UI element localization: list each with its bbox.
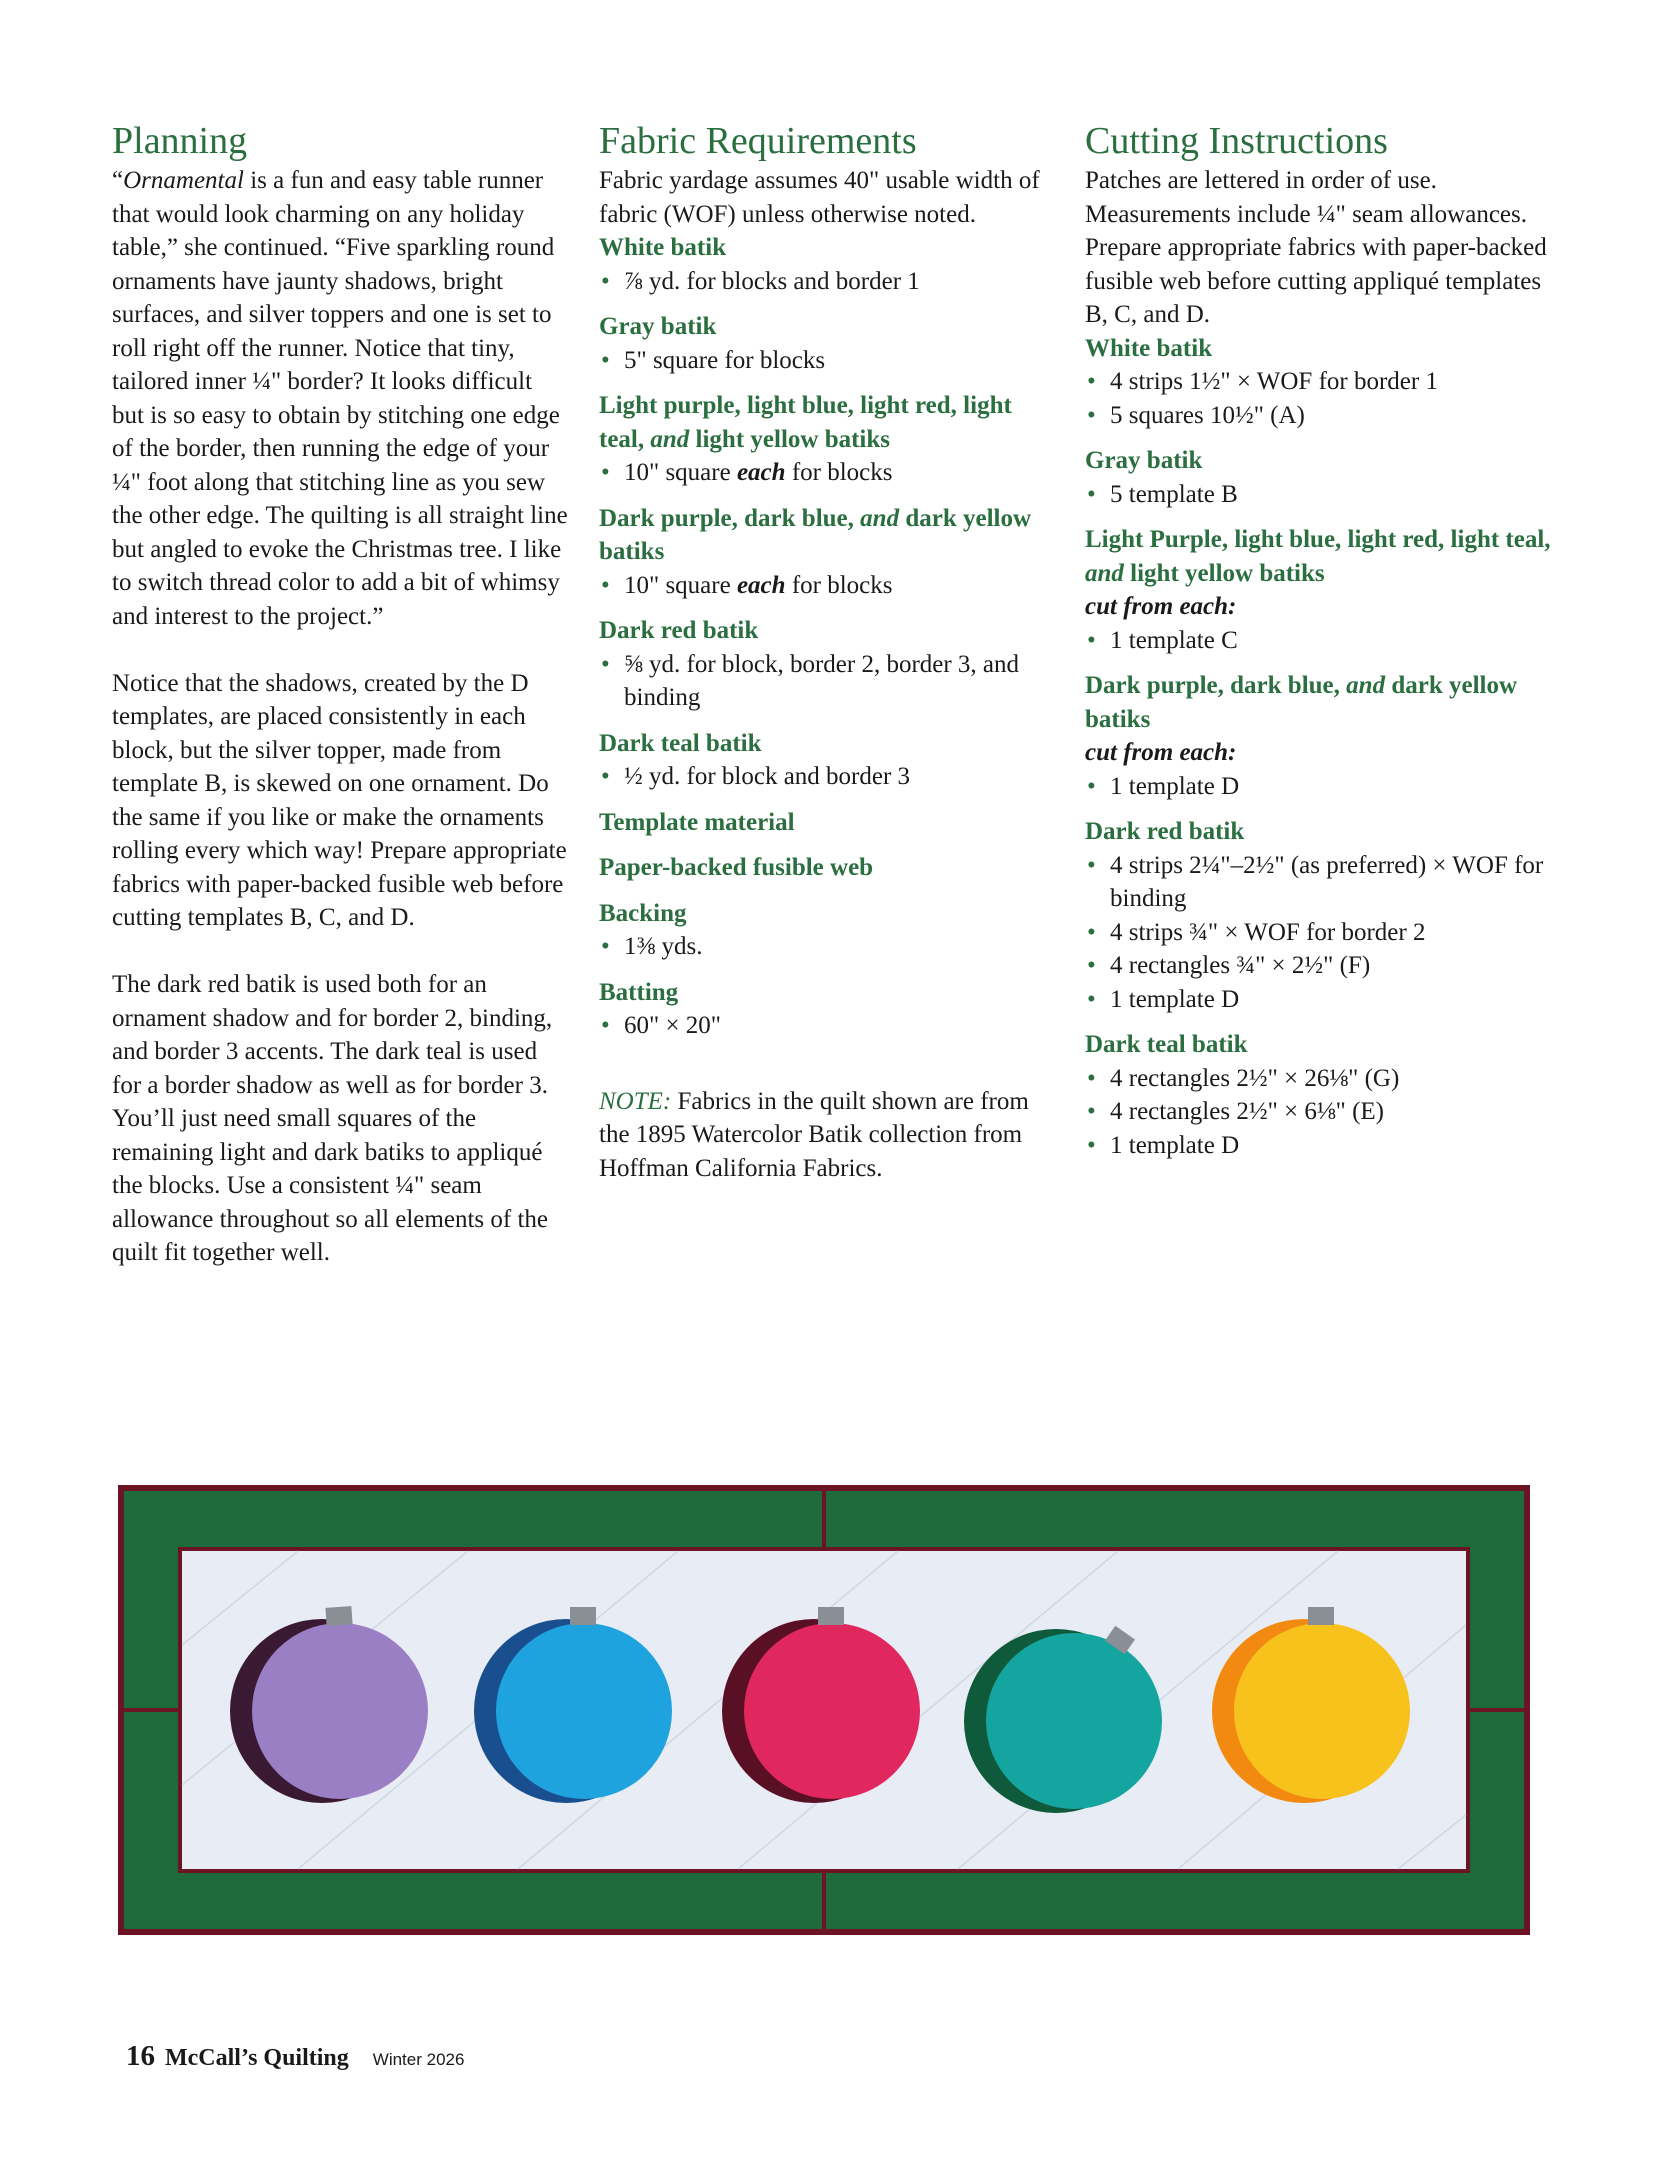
fabric-white-title: White batik [599, 234, 727, 261]
list-item: • 1 template D [1085, 1129, 1565, 1163]
planning-paragraph-3: The dark red batik is used both for an ornament shadow and for border 2, binding, and border 3 accents. The dark teal is used for a border shadow as well as for border 3. You’ll just need small squares of the remaining light and dark batiks to appliqué the blocks. Use a consistent ¼" seam allowance throughout so all elements of the quilt fit together well. [112, 971, 553, 1266]
fabric-light-title: Light purple, light blue, light red, light teal, and light yellow batiks [599, 392, 1012, 453]
fabric-gray-title: Gray batik [599, 313, 717, 340]
list-item: • 4 strips ¾" × WOF for border 2 [1085, 916, 1565, 950]
cutting-instructions-heading: Cutting Instructions [1085, 120, 1388, 162]
list-item: • 4 rectangles 2½" × 6⅛" (E) [1085, 1095, 1565, 1129]
fabric-batting-title: Batting [599, 978, 679, 1006]
ornament-topper [818, 1607, 844, 1625]
list-item: • 5 template B [1085, 478, 1565, 512]
page-number: 16 [126, 2040, 155, 2072]
list-item: • 10" square each for blocks [599, 456, 1059, 490]
list-item: • ⅞ yd. for blocks and border 1 [599, 265, 1059, 299]
cutting-light-title: Light Purple, light blue, light red, light teal, and light yellow batiks [1085, 526, 1551, 587]
planning-paragraph-1: “Ornamental is a fun and easy table runner that would look charming on any holiday table,” she continued. “Five sparkling round ornaments have jaunty shadows, bright surfaces, and silver toppers and one is set to roll right off the runner. Notice that tiny, tailored inner ¼" border? It looks difficult but is so easy to obtain by stitching one edge of the border, then running the edge of your ¼" foot along that stitching line as you sew the other edge. The quilting is all straight line but angled to evoke the Christmas tree. I like to switch thread color to add a bit of whimsy and interest to the project.” [112, 167, 568, 630]
planning-column [112, 118, 570, 1270]
fabric-backing-title: Backing [599, 899, 687, 927]
list-item: • 1 template D [1085, 983, 1565, 1017]
list-item: • 10" square each for blocks [599, 569, 1059, 603]
fabric-darkred-title: Dark red batik [599, 617, 759, 644]
fabric-dark-title: Dark purple, dark blue, and dark yellow batiks [599, 504, 1032, 565]
list-item: • 5 squares 10½" (A) [1085, 399, 1565, 433]
fabric-intro: Fabric yardage assumes 40" usable width of fabric (WOF) unless otherwise noted. [599, 167, 1040, 228]
fabric-fusible-title: Paper-backed fusible web [599, 854, 874, 881]
ornament-red [744, 1623, 920, 1799]
list-item: • 4 strips 2¼"–2½" (as preferred) × WOF for binding [1085, 849, 1565, 916]
ornament-topper [570, 1607, 596, 1625]
fabric-note: NOTE: Fabrics in the quilt shown are from the 1895 Watercolor Batik collection from Hoffman California Fabrics. [599, 1087, 1029, 1182]
ornament-purple [252, 1623, 428, 1799]
ornament-teal [986, 1633, 1162, 1809]
ornament-blue [496, 1623, 672, 1799]
quilt-photo [118, 1485, 1530, 1935]
list-item: • 1⅜ yds. [599, 930, 1059, 964]
fabric-requirements-column [599, 118, 1059, 1185]
issue-date: Winter 2026 [372, 2050, 465, 2069]
ornament-yellow [1234, 1623, 1410, 1799]
cutting-darkteal-title: Dark teal batik [1085, 1031, 1248, 1058]
cutting-light-sub: cut from each: [1085, 593, 1237, 620]
page-footer [126, 2040, 464, 2073]
cutting-gray-title: Gray batik [1085, 447, 1203, 474]
list-item: • 60" × 20" [599, 1009, 1059, 1043]
planning-heading: Planning [112, 120, 248, 162]
fabric-requirements-heading: Fabric Requirements [599, 120, 917, 162]
magazine-name: McCall’s Quilting [165, 2045, 349, 2071]
ornament-topper [325, 1606, 352, 1626]
list-item: • 5" square for blocks [599, 344, 1059, 378]
list-item: • 4 strips 1½" × WOF for border 1 [1085, 365, 1565, 399]
cutting-darkred-title: Dark red batik [1085, 818, 1245, 845]
cutting-instructions-column [1085, 118, 1565, 1162]
fabric-darkteal-title: Dark teal batik [599, 729, 762, 757]
list-item: • 1 template C [1085, 624, 1565, 658]
cutting-dark-sub: cut from each: [1085, 739, 1237, 766]
list-item: • 4 rectangles ¾" × 2½" (F) [1085, 949, 1565, 983]
list-item: • 1 template D [1085, 770, 1565, 804]
planning-paragraph-2: Notice that the shadows, created by the D templates, are placed consistently in each block, but the silver topper, made from template B, is skewed on one ornament. Do the same if you like or make the ornaments rolling every which way! Prepare appropriate fabrics with paper-backed fusible web before cutting templates B, C, and D. [112, 669, 567, 931]
list-item: • ⅝ yd. for block, border 2, border 3, and binding [599, 648, 1059, 715]
fabric-template-title: Template material [599, 808, 795, 836]
cutting-dark-title: Dark purple, dark blue, and dark yellow batiks [1085, 672, 1518, 733]
cutting-white-title: White batik [1085, 334, 1213, 362]
ornament-topper [1308, 1607, 1334, 1625]
cutting-intro: Patches are lettered in order of use. Measurements include ¼" seam allowances. Prepare appropriate fabrics with paper-backed fusible web before cutting appliqué templates B, C, and D. [1085, 167, 1547, 328]
list-item: • 4 rectangles 2½" × 26⅛" (G) [1085, 1062, 1565, 1096]
list-item: • ½ yd. for block and border 3 [599, 760, 1059, 794]
